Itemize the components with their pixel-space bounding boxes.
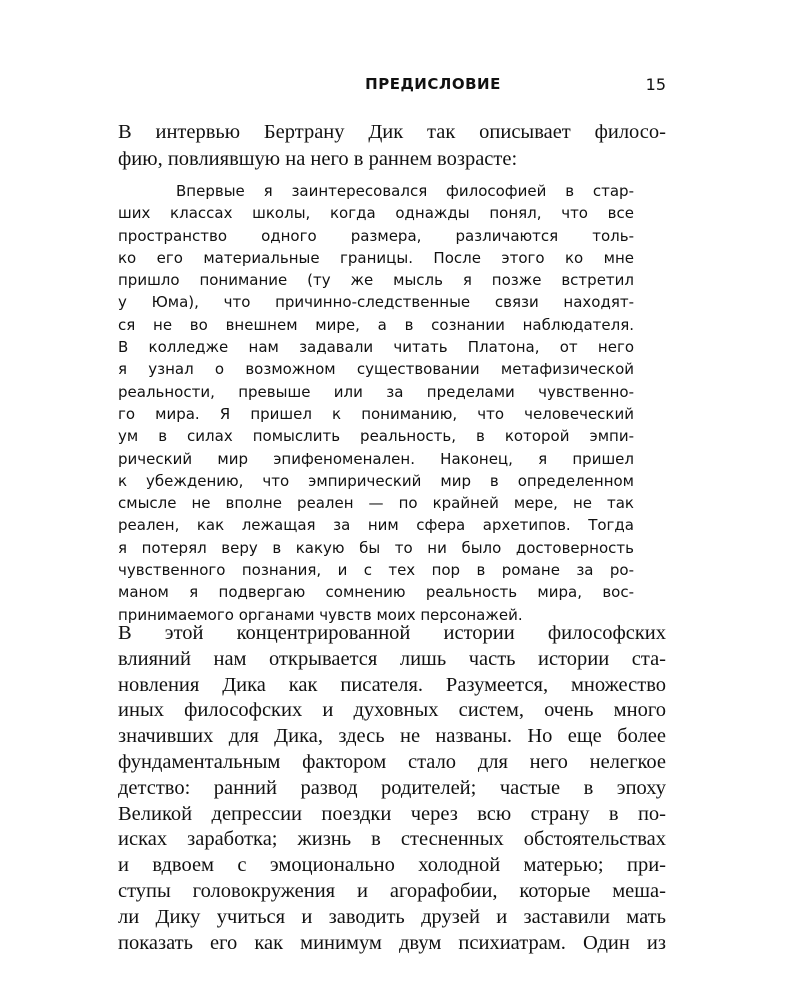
paragraph-line: и вдвоем с эмоционально холодной матерью; при- [118,854,666,877]
quote-line: чувственного познания, и с тех пор в романе за ро- [118,561,634,580]
paragraph-line: В этой концентрированной истории философских [118,622,666,644]
quote-line: ся не во внешнем мире, а в сознании наблюдателя. [118,315,634,334]
paragraph-line: детство: ранний развод родителей; частые в эпоху [118,776,666,799]
quote-line: В колледже нам задавали читать Платона, от него [118,338,634,357]
quote-line: реальности, превыше или за пределами чувственно- [118,382,634,401]
quote-line: реален, как лежащая за ним сфера архетипов. Тогда [118,516,634,535]
paragraph-line: Великой депрессии поездки через всю страну в по- [118,802,666,825]
quote-line: го мира. Я пришел к пониманию, что человеческий [118,404,634,423]
quote-line: маном я подвергаю сомнению реальность мира, вос- [118,583,634,602]
quote-line: ших классах школы, когда однажды понял, что все [118,204,634,223]
quote-line: ум в силах помыслить реальность, в которой эмпи- [118,427,634,446]
running-title: ПРЕДИСЛОВИЕ [365,75,501,93]
paragraph-line: иных философских и духовных систем, очень много [118,699,666,722]
quote-line: я узнал о возможном существовании метафизической [118,360,634,379]
quote-line: у Юма), что причинно-следственные связи находят- [118,293,634,312]
quote-line: смысле не вполне реален — по крайней мере, не так [118,494,634,513]
paragraph-line: ступы головокружения и агорафобии, которые меша- [118,879,666,902]
intro-paragraph [118,119,666,173]
quote-line: принимаемого органами чувств моих персонажей. [118,605,523,624]
paragraph-line: влияний нам открывается лишь часть истории ста- [118,647,666,670]
paragraph-line: ли Дику учиться и заводить друзей и заставили мать [118,905,666,928]
quote-line: к убеждению, что эмпирический мир в определенном [118,471,634,490]
quote-line: Впервые я заинтересовался философией в стар- [176,182,634,200]
paragraph-line: значивших для Дика, здесь не названы. Но еще более [118,725,666,748]
page-number: 15 [645,75,666,94]
quote-line: рический мир эпифеноменален. Наконец, я пришел [118,449,634,468]
block-quote [118,180,634,626]
quote-line: пришло понимание (ту же мысль я позже встретил [118,271,634,290]
paragraph-line: новления Дика как писателя. Разумеется, множество [118,673,666,696]
paragraph-line: показать его как минимум двум психиатрам. Один из [118,931,666,954]
paragraph-line: фию, повлиявшую на него в раннем возрасте: [118,148,518,170]
body-paragraph [118,621,666,956]
paragraph-line: В интервью Бертрану Дик так описывает филосо- [118,121,666,143]
paragraph-line: фундаментальным фактором стало для него нелегкое [118,750,666,773]
quote-line: пространство одного размера, различаются толь- [118,226,634,245]
quote-line: я потерял веру в какую бы то ни было достоверность [118,538,634,557]
page-header [118,75,666,99]
quote-line: ко его материальные границы. После этого ко мне [118,248,634,267]
paragraph-line: исках заработка; жизнь в стесненных обстоятельствах [118,828,666,851]
